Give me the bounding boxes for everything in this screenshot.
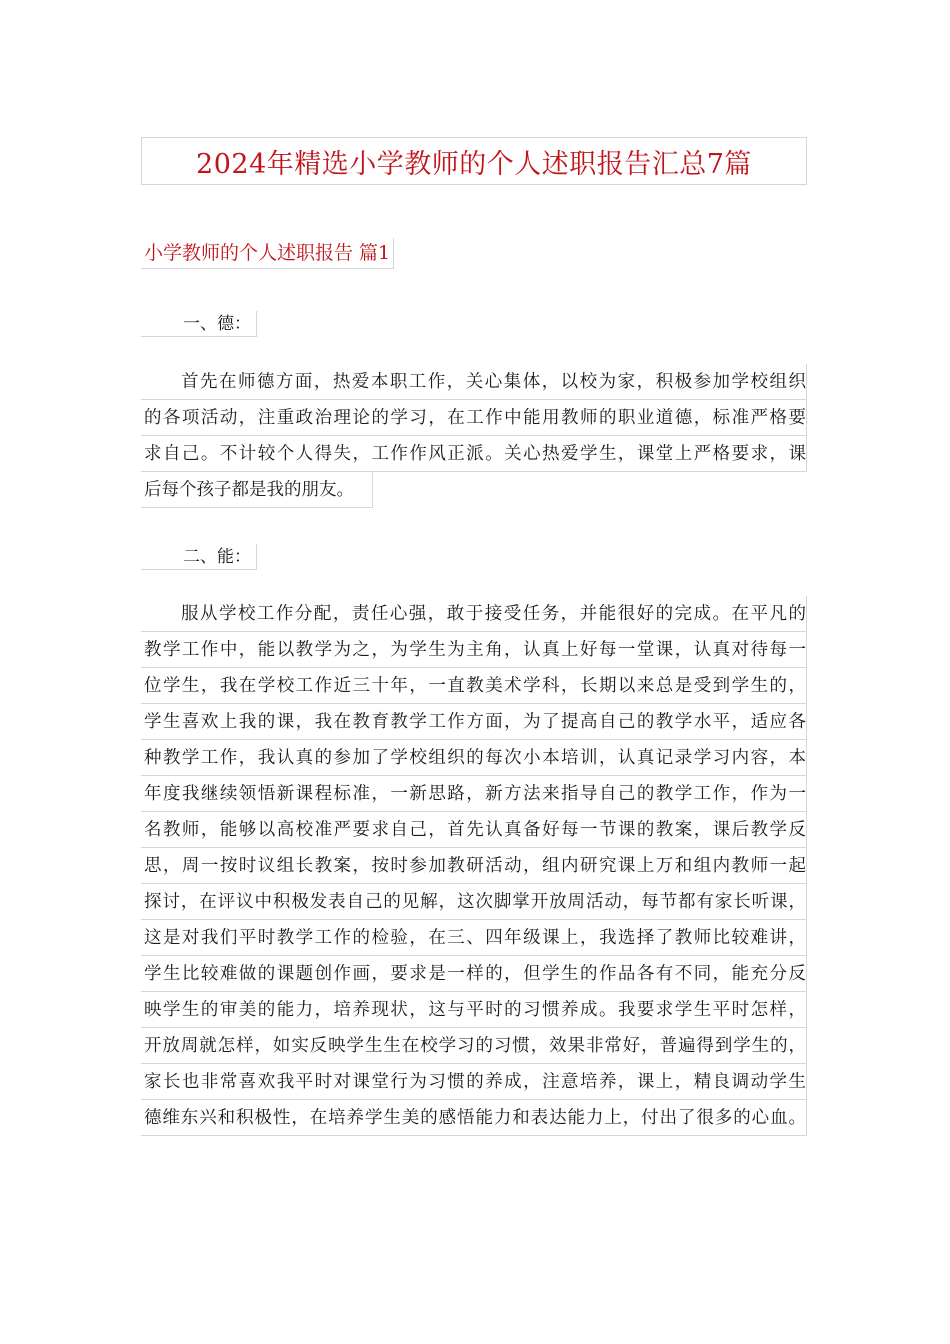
text-line: 求自己。不计较个人得失，工作作风正派。关心热爱学生，课堂上严格要求，课 (141, 436, 807, 472)
text-line: 学生比较难做的课题创作画，要求是一样的，但学生的作品各有不同，能充分反 (141, 956, 807, 992)
text-line: 服从学校工作分配，责任心强，敢于接受任务，并能很好的完成。在平凡的 (141, 596, 807, 632)
text-line: 思，周一按时议组长教案，按时参加教研活动，组内研究课上万和组内教师一起 (141, 848, 807, 884)
text-line: 探讨，在评议中积极发表自己的见解，这次脚掌开放周活动，每节都有家长听课， (141, 884, 807, 920)
section-title: 小学教师的个人述职报告 篇1 (141, 238, 394, 269)
text-line: 首先在师德方面，热爱本职工作，关心集体，以校为家，积极参加学校组织 (141, 364, 807, 400)
text-line: 年度我继续领悟新课程标准，一新思路，新方法来指导自己的教学工作，作为一 (141, 776, 807, 812)
text-line: 位学生，我在学校工作近三十年，一直教美术学科，长期以来总是受到学生的， (141, 668, 807, 704)
text-line: 家长也非常喜欢我平时对课堂行为习惯的养成，注意培养，课上，精良调动学生 (141, 1064, 807, 1100)
paragraph-2 (141, 596, 807, 1136)
text-line: 这是对我们平时教学工作的检验，在三、四年级课上，我选择了教师比较难讲， (141, 920, 807, 956)
heading-de: 一、德： (141, 311, 257, 337)
paragraph-1 (141, 364, 807, 508)
text-line: 名教师，能够以高校准严要求自己，首先认真备好每一节课的教案，课后教学反 (141, 812, 807, 848)
text-line: 种教学工作，我认真的参加了学校组织的每次小本培训，认真记录学习内容，本 (141, 740, 807, 776)
text-line: 德维东兴和积极性，在培养学生美的感悟能力和表达能力上，付出了很多的心血。 (141, 1100, 807, 1136)
heading-neng: 二、能： (141, 544, 257, 570)
text-line: 映学生的审美的能力，培养现状，这与平时的习惯养成。我要求学生平时怎样， (141, 992, 807, 1028)
text-line: 后每个孩子都是我的朋友。 (141, 472, 373, 508)
text-line: 教学工作中，能以教学为之，为学生为主角，认真上好每一堂课，认真对待每一 (141, 632, 807, 668)
text-line: 开放周就怎样，如实反映学生生在校学习的习惯，效果非常好，普遍得到学生的， (141, 1028, 807, 1064)
document-title: 2024年精选小学教师的个人述职报告汇总7篇 (196, 148, 752, 180)
text-line: 的各项活动，注重政治理论的学习，在工作中能用教师的职业道德，标准严格要 (141, 400, 807, 436)
title-box (141, 137, 807, 185)
text-line: 学生喜欢上我的课，我在教育教学工作方面，为了提高自己的教学水平，适应各 (141, 704, 807, 740)
